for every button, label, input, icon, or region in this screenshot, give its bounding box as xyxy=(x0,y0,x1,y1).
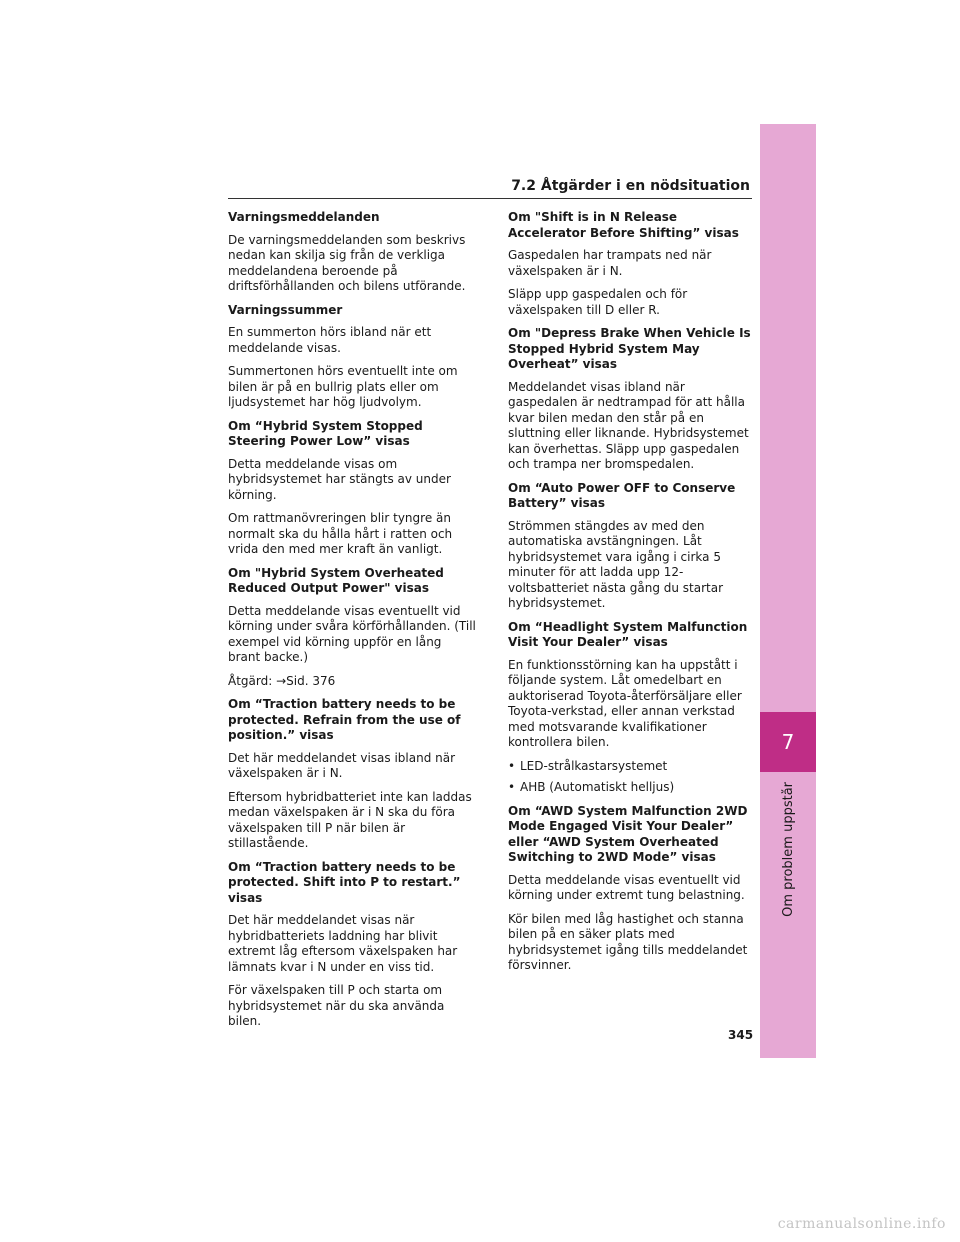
list-item: • LED-strålkastarsystemet xyxy=(508,759,756,775)
chapter-number-box xyxy=(760,712,816,772)
paragraph: En funktionsstörning kan ha uppstått i följande system. Låt omedelbart en auktoriserad Toyota-återförsäljare eller Toyota-verkstad, eller annan verkstad med motsvarande kvalifikationer kontrollera bilen. xyxy=(508,657,742,749)
paragraph: Kör bilen med låg hastighet och stanna bilen på en säker plats med hybridsystemet igång tills meddelandet försvinner. xyxy=(508,911,748,972)
watermark: carmanualsonline.info xyxy=(777,1216,946,1232)
section-heading: Om "Depress Brake When Vehicle Is Stopped Hybrid System May Overheat” visas xyxy=(508,326,751,371)
chapter-number: 7 xyxy=(781,730,795,754)
paragraph: Strömmen stängdes av med den automatiska avstängningen. Låt hybridsystemet vara igång i cirka 5 minuter för att ladda upp 12-voltsbatteriet nästa gång du startar hybridsystemet. xyxy=(508,518,724,610)
bullet-list xyxy=(508,759,756,796)
header-divider xyxy=(228,198,752,199)
paragraph: En summerton hörs ibland när ett meddelande visas. xyxy=(228,325,432,355)
chapter-title: Om problem uppstår xyxy=(780,782,796,917)
section-heading: Varningssummer xyxy=(228,302,343,317)
paragraph: De varningsmeddelanden som beskrivs nedan kan skilja sig från de verkliga meddelandena beroende på driftsförhållanden och bilens utförande. xyxy=(228,232,466,293)
paragraph: Detta meddelande visas eventuellt vid körning under svåra körförhållanden. (Till exempel vid körning uppför en lång brant backe.) xyxy=(228,603,476,664)
paragraph: Om rattmanövreringen blir tyngre än normalt ska du hålla hårt i ratten och vrida den med mer kraft än vanligt. xyxy=(228,511,453,556)
section-heading: Om "Hybrid System Overheated Reduced Output Power" visas xyxy=(228,565,444,595)
paragraph: Detta meddelande visas om hybridsystemet har stängts av under körning. xyxy=(228,456,451,502)
paragraph: Meddelandet visas ibland när gaspedalen är nedtrampad för att hålla kvar bilen medan den står på en sluttning eller liknande. Hybridsystemet kan överhettas. Släpp upp gaspedalen och trampa ner bromspedalen. xyxy=(508,379,749,471)
section-heading: Om "Shift is in N Release Accelerator Before Shifting” visas xyxy=(508,210,739,240)
section-heading: Varningsmeddelanden xyxy=(228,210,380,224)
paragraph: För växelspaken till P och starta om hybridsystemet när du ska använda bilen. xyxy=(228,983,445,1028)
paragraph: Åtgärd: →Sid. 376 xyxy=(228,673,336,688)
list-item: • AHB (Automatiskt helljus) xyxy=(508,780,756,796)
paragraph: Summertonen hörs eventuellt inte om bilen är på en bullrig plats eller om ljudsystemet har hög ljudvolym. xyxy=(228,364,458,409)
paragraph: Släpp upp gaspedalen och för växelspaken till D eller R. xyxy=(508,287,688,317)
page-number: 345 xyxy=(728,1028,754,1042)
paragraph: Detta meddelande visas eventuellt vid körning under extremt tung belastning. xyxy=(508,872,745,902)
paragraph: Det här meddelandet visas när hybridbatteriets laddning har blivit extremt låg eftersom växelspaken har lämnats kvar i N under en viss tid. xyxy=(228,913,458,974)
section-heading: Om “Headlight System Malfunction Visit Your Dealer” visas xyxy=(508,619,748,649)
left-column xyxy=(228,210,476,1038)
chapter-label xyxy=(760,782,816,932)
section-heading: Om “Auto Power OFF to Conserve Battery” visas xyxy=(508,480,736,510)
section-heading: Om “AWD System Malfunction 2WD Mode Engaged Visit Your Dealer” eller “AWD System Overheated Switching to 2WD Mode” visas xyxy=(508,803,748,864)
section-title: 7.2 Åtgärder i en nödsituation xyxy=(511,178,750,194)
paragraph: Det här meddelandet visas ibland när växelspaken är i N. xyxy=(228,750,456,780)
paragraph: Gaspedalen har trampats ned när växelspaken är i N. xyxy=(508,248,712,278)
section-heading: Om “Traction battery needs to be protected. Refrain from the use of position.” visas xyxy=(228,697,461,742)
paragraph: Eftersom hybridbatteriet inte kan laddas medan växelspaken är i N ska du föra växelspaken till P när bilen är stillastående. xyxy=(228,789,472,850)
section-heading: Om “Traction battery needs to be protected. Shift into P to restart.” visas xyxy=(228,859,461,905)
right-column xyxy=(508,210,756,982)
section-heading: Om “Hybrid System Stopped Steering Power Low” visas xyxy=(228,418,423,448)
